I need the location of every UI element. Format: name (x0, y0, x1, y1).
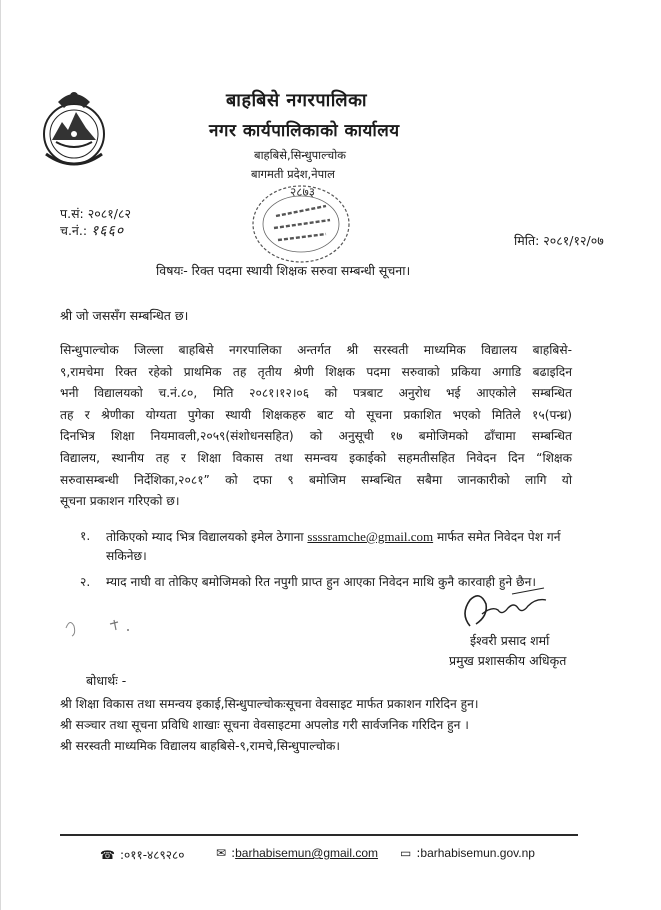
cc-item: श्री शिक्षा विकास तथा समन्वय इकाई,सिन्धुपाल्चोकःसूचना वेवसाइट मार्फत प्रकाशन गरिदिन हुन। (60, 697, 479, 711)
organization-name: बाहबिसे नगरपालिका (226, 90, 368, 111)
footer-website-link[interactable]: barhabisemun.gov.np (420, 846, 535, 860)
computer-icon: ▭ (400, 846, 412, 860)
body-paragraph (60, 340, 572, 513)
footer-divider (60, 834, 578, 836)
website-prefix: : (416, 846, 421, 860)
footer-email-link[interactable]: barhabisemun@gmail.com (235, 846, 379, 860)
salutation: श्री जो जससँग सम्बन्धित छ। (60, 308, 189, 323)
margin-scribble (60, 610, 140, 640)
date-label: मिति: (514, 233, 540, 248)
chalani-value: १६६० (91, 223, 125, 239)
date-value: २०८१/१२/०७ (543, 233, 604, 248)
body-line: सरुवासम्बन्धी निर्देशिका,२०८१” को दफा ९ बमोजिम सम्बन्धित सबैमा जानकारीको लागि यो (60, 472, 572, 487)
envelope-icon: ✉ (216, 846, 227, 860)
body-line: विद्यालय, स्थानीय तह र शिक्षा विकास तथा समन्वय इकाईको सहमतीसहित निवेदन दिन “शिक्षक (60, 450, 572, 465)
list-text (106, 527, 572, 566)
body-line: सिन्धुपाल्चोक जिल्ला बाहबिसे नगरपालिका अन्तर्गत श्री सरस्वती माध्यमिक विद्यालय बाहबिसे- (60, 343, 572, 357)
patra-value: २०८१/८२ (87, 206, 131, 221)
list-text: म्याद नाघी वा तोकिए बमोजिमको रित नपुगी प्राप्त हुन आएका निवेदन माथि कुनै कारवाही हुने छैन। (106, 575, 536, 589)
patra-label: प.सं: (60, 206, 84, 221)
list-number: १. (80, 529, 91, 543)
signer-name: ईश्वरी प्रसाद शर्मा (470, 633, 550, 648)
list-text-part: तोकिएको म्याद भित्र विद्यालयको इमेल ठेगाना (106, 530, 308, 544)
body-line: सूचना प्रकाशन गरिएको छ। (60, 494, 180, 509)
list-item (80, 527, 572, 566)
cc-label: बोधार्थः - (86, 673, 127, 688)
list-number: २. (80, 575, 91, 589)
body-line: तह र श्रेणीका योग्यता पुगेका स्थायी शिक्षकहरु बाट यो सूचना प्रकाशित भएको मितिले १५(पन्ध्र) (60, 407, 572, 422)
chalani-label: च.नं.: (60, 223, 88, 238)
email-prefix: : (231, 846, 236, 860)
phone-icon: ☎ (100, 847, 115, 862)
body-line: ९,रामचेमा रिक्त रहेको प्राथमिक तह तृतीय श्रेणी शिक्षक पदमा सरुवाको प्रकिया अगाडि बढाइदिन (60, 364, 572, 379)
handwritten-signature (452, 586, 562, 632)
footer-phone (100, 846, 185, 863)
chalani-number (60, 222, 131, 240)
cc-list (60, 694, 580, 757)
signer-title: प्रमुख प्रशासकीय अधिकृत (449, 653, 567, 668)
cc-item: श्री सरस्वती माध्यमिक विद्यालय बाहबिसे-९,रामचे,सिन्धुपाल्चोक। (60, 739, 341, 753)
address-line-2: बागमती प्रदेश,नेपाल (251, 167, 335, 181)
body-line: दिनभित्र शिक्षा नियमावली,२०५९(संशोधनसहित) को अनुसूची १७ बमोजिमको ढाँचामा सम्बन्धित (60, 429, 572, 444)
school-email-link[interactable]: ssssramche@gmail.com (307, 529, 434, 544)
office-stamp (246, 176, 356, 266)
subject-line: विषयः- रिक्त पदमा स्थायी शिक्षक सरुवा सम्बन्धी सूचना। (156, 263, 411, 278)
cc-item: श्री सञ्चार तथा सूचना प्रविधि शाखाः सूचना वेवसाइटमा अपलोड गरी सार्वजनिक गरिदिन हुन । (60, 718, 469, 732)
letter-date (514, 232, 604, 249)
phone-number: :०११-४८९२८० (119, 848, 185, 862)
patra-sankhya (60, 205, 131, 222)
office-name: नगर कार्यपालिकाको कार्यालय (209, 121, 400, 141)
stamp-number: २८७३ (290, 185, 315, 199)
footer-email (216, 846, 378, 860)
body-line: भनी विद्यालयको च.नं.८०, मिति २०८१।१२।०६ को पत्रबाट अनुरोध भई आएकोले सम्बन्धित (60, 386, 572, 401)
address-line-1: बाहबिसे,सिन्धुपाल्चोक (254, 148, 347, 162)
footer-website (400, 846, 535, 860)
nepal-government-emblem (38, 82, 110, 172)
reference-block (60, 205, 131, 240)
list-text-part: मार्फत समेत निवेदन पेश गर्न सकिनेछ। (106, 530, 561, 563)
